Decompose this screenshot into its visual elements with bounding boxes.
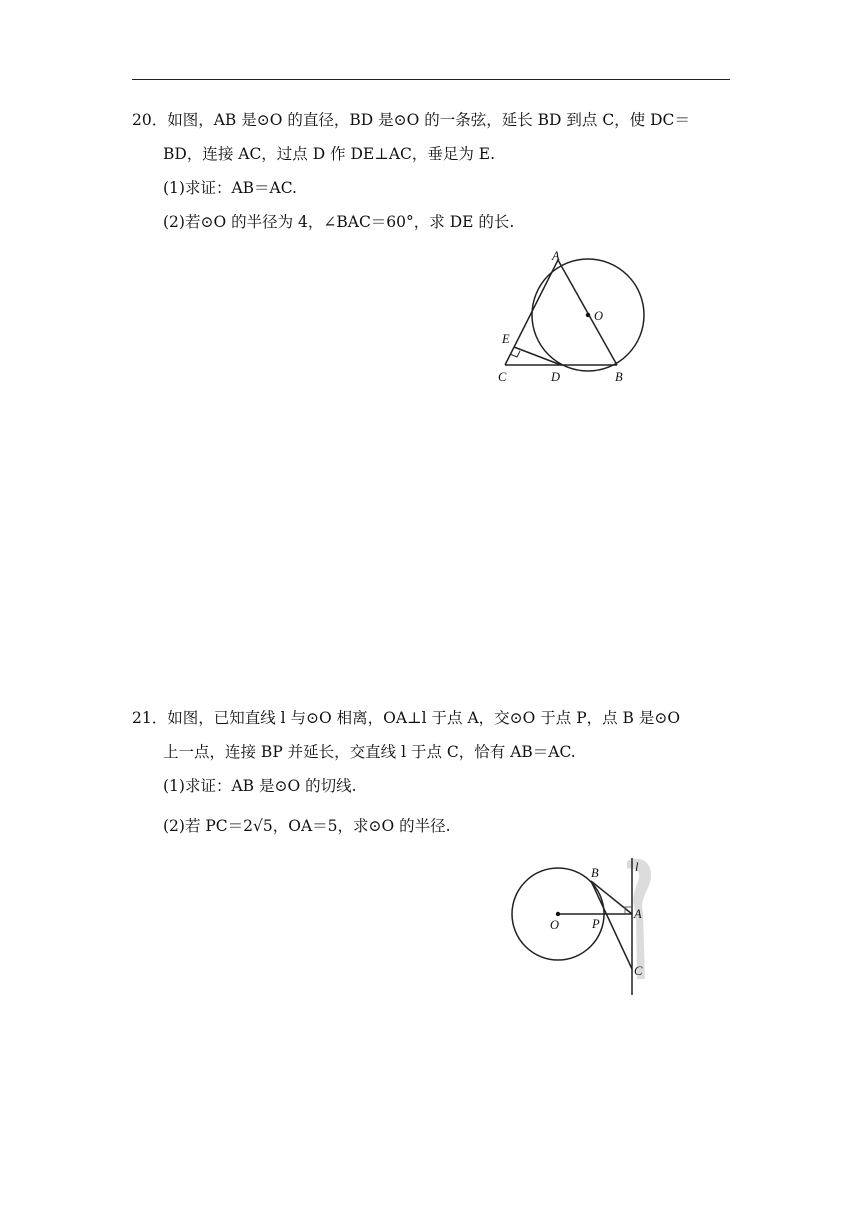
q20-figure <box>490 244 660 394</box>
q21-label-A: A <box>634 907 642 921</box>
q21-text-line-1: 21．如图，已知直线 l 与⊙O 相离，OA⊥l 于点 A，交⊙O 于点 P，点 B 是⊙O <box>132 709 681 727</box>
q20-text-line-1: 20．如图，AB 是⊙O 的直径，BD 是⊙O 的一条弦，延长 BD 到点 C，使 DC＝ <box>132 111 690 129</box>
q20-part-1: (1)求证：AB＝AC. <box>163 179 297 197</box>
q20-label-E: E <box>502 332 510 346</box>
header-rule <box>132 79 730 80</box>
q21-label-C: C <box>634 964 643 978</box>
q20-text-line-2: BD，连接 AC，过点 D 作 DE⊥AC，垂足为 E. <box>163 145 496 163</box>
q20-segment-AC <box>505 260 558 365</box>
q20-label-A: A <box>552 249 560 263</box>
q21-segment-BA <box>591 881 632 914</box>
q20-part-2: (2)若⊙O 的半径为 4，∠BAC＝60°，求 DE 的长. <box>163 213 515 231</box>
q21-text-line-2: 上一点，连接 BP 并延长，交直线 l 于点 C，恰有 AB＝AC. <box>163 743 576 761</box>
q21-part-2: (2)若 PC＝2√5，OA＝5，求⊙O 的半径. <box>163 817 451 835</box>
q21-label-l: l <box>635 860 639 874</box>
q21-figure <box>505 855 660 1000</box>
q21-label-O: O <box>550 918 560 932</box>
q20-segment-DE <box>514 347 561 365</box>
q20-label-D: D <box>551 370 561 384</box>
q20-center-point <box>586 313 590 317</box>
q21-label-P: P <box>592 917 600 931</box>
q20-label-C: C <box>498 370 507 384</box>
q21-label-B: B <box>591 866 599 880</box>
q21-center-point <box>556 912 560 916</box>
q20-label-O: O <box>594 309 604 323</box>
q21-part-1: (1)求证：AB 是⊙O 的切线. <box>163 777 357 795</box>
q20-label-B: B <box>615 370 623 384</box>
q20-segment-AB <box>558 260 617 365</box>
